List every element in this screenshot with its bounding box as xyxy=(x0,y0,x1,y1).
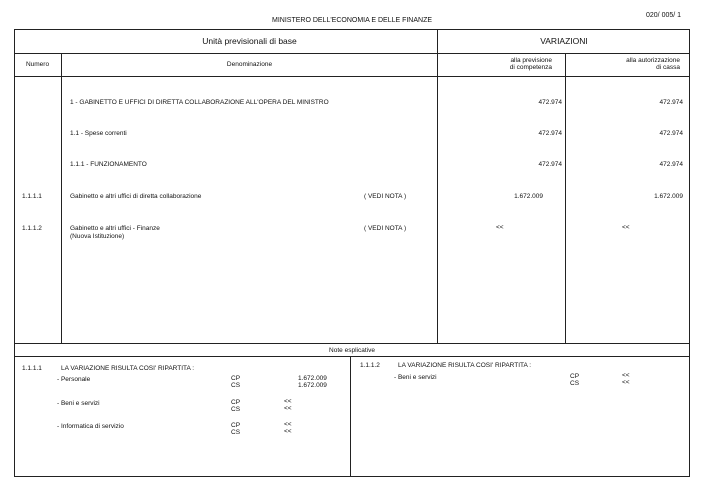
page-code: 020/ 005/ 1 xyxy=(646,12,682,19)
row-nota: ( VEDI NOTA ) xyxy=(364,225,407,232)
note-cp-value: << xyxy=(622,372,630,379)
row-cassa: 472.974 xyxy=(659,161,683,168)
note-cs-value: << xyxy=(284,428,292,435)
group-title-variazioni: VARIAZIONI xyxy=(540,36,588,46)
row-cassa: 472.974 xyxy=(659,99,683,106)
row-numero: 1.1.1.1 xyxy=(22,193,42,200)
notes-top-divider xyxy=(14,343,690,344)
row-denominazione-note: (Nuova Istituzione) xyxy=(70,233,125,240)
row-competenza: 472.974 xyxy=(538,99,562,106)
col-header-cassa: alla autorizzazione di cassa xyxy=(626,57,680,71)
row-competenza: 472.974 xyxy=(538,130,562,137)
note-cp-label: CP xyxy=(570,373,580,380)
row-competenza: 1.672.009 xyxy=(514,193,543,200)
row-denominazione: Gabinetto e altri uffici di diretta collaborazione xyxy=(70,193,202,200)
note-cs-label: CS xyxy=(570,380,580,387)
note-cs-value: 1.672.009 xyxy=(298,382,327,389)
document-frame xyxy=(14,29,690,477)
ministry-title: MINISTERO DELL'ECONOMIA E DELLE FINANZE xyxy=(272,17,433,24)
row-cassa: 472.974 xyxy=(659,130,683,137)
note-item-label: - Personale xyxy=(57,376,91,383)
note-cp-label: CP xyxy=(231,375,241,382)
note-cs-label: CS xyxy=(231,406,241,413)
notes-title-divider xyxy=(14,356,690,357)
col-header-previsione: alla previsione di competenza xyxy=(509,57,552,71)
row-competenza: << xyxy=(496,224,504,231)
header-divider-2 xyxy=(14,76,690,77)
note-left-number: 1.1.1.1 xyxy=(22,365,42,372)
row-denominazione: 1.1.1 - FUNZIONAMENTO xyxy=(70,161,147,168)
row-competenza: 472.974 xyxy=(538,161,562,168)
note-cp-label: CP xyxy=(231,399,241,406)
col-divider-numero xyxy=(61,53,62,343)
note-cs-label: CS xyxy=(231,429,241,436)
note-cs-label: CS xyxy=(231,382,241,389)
note-right-heading: LA VARIAZIONE RISULTA COSI' RIPARTITA : xyxy=(398,362,532,369)
note-cs-value: << xyxy=(622,379,630,386)
note-item-label: - Informatica di servizio xyxy=(57,423,124,430)
row-cassa: 1.672.009 xyxy=(654,193,683,200)
note-right-number: 1.1.1.2 xyxy=(360,362,380,369)
col-divider-variazioni xyxy=(437,29,438,343)
col-header-numero: Numero xyxy=(25,61,50,68)
notes-divider xyxy=(350,356,351,477)
note-cp-value: << xyxy=(284,398,292,405)
header-divider-1 xyxy=(14,53,690,54)
notes-title: Note esplicative xyxy=(329,347,375,354)
row-numero: 1.1.1.2 xyxy=(22,225,42,232)
row-nota: ( VEDI NOTA ) xyxy=(364,193,407,200)
row-denominazione: Gabinetto e altri uffici - Finanze xyxy=(70,225,160,232)
note-cs-value: << xyxy=(284,405,292,412)
note-cp-label: CP xyxy=(231,422,241,429)
row-denominazione: 1.1 - Spese correnti xyxy=(70,130,127,137)
note-item-label: - Beni e servizi xyxy=(394,374,437,381)
group-title-upb: Unità previsionali di base xyxy=(202,36,297,46)
note-cp-value: << xyxy=(284,421,292,428)
row-denominazione: 1 - GABINETTO E UFFICI DI DIRETTA COLLABORAZIONE ALL'OPERA DEL MINISTRO xyxy=(70,99,329,106)
note-left-heading: LA VARIAZIONE RISULTA COSI' RIPARTITA : xyxy=(61,365,195,372)
row-cassa: << xyxy=(622,224,630,231)
note-cp-value: 1.672.009 xyxy=(298,375,327,382)
note-item-label: - Beni e servizi xyxy=(57,400,100,407)
col-header-denominazione: Denominazione xyxy=(226,61,273,68)
